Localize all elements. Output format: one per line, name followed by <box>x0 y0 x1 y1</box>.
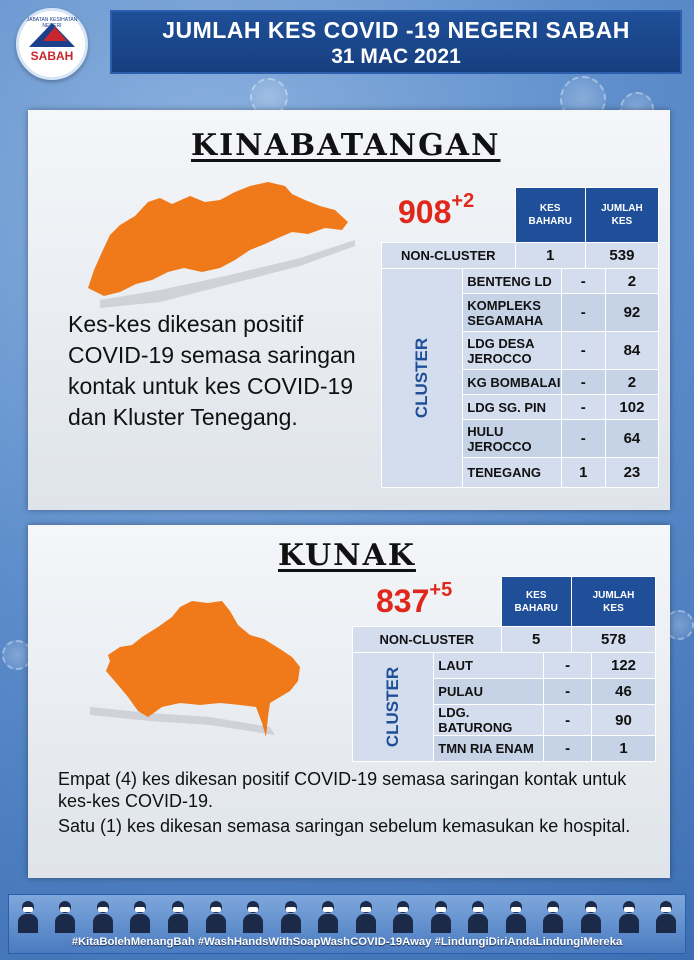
non-cluster-new: 5 <box>501 627 571 653</box>
hashtags: #KitaBolehMenangBah #WashHandsWithSoapWashCOVID-19Away #LindungiDiriAndaLindungiMereka <box>71 936 623 948</box>
cluster-total: 1 <box>592 736 656 762</box>
frontliner-icon <box>279 899 303 933</box>
col-header-total-cases: JUMLAH KES <box>585 188 658 243</box>
cluster-name: KG BOMBALAI <box>463 370 561 395</box>
cluster-new: - <box>561 420 605 458</box>
cluster-total: 102 <box>605 395 658 420</box>
cluster-total: 90 <box>592 705 656 736</box>
new-cases-value: +5 <box>429 579 453 601</box>
kinabatangan-description: Kes-kes dikesan positif COVID-19 semasa saringan kontak untuk kes COVID-19 dan Kluster Tenegang. <box>68 311 356 430</box>
title-banner <box>110 10 682 74</box>
non-cluster-new: 1 <box>515 243 585 269</box>
table-row-non-cluster <box>382 243 659 269</box>
frontliner-icon <box>429 899 453 933</box>
cluster-new: - <box>544 653 592 679</box>
col-header-new-cases: KES BAHARU <box>501 577 571 627</box>
kunak-description-line2: Satu (1) kes dikesan semasa saringan sebelum kemasukan ke hospital. <box>58 816 631 836</box>
cluster-new: - <box>561 269 605 294</box>
region-title-kinabatangan: KINABATANGAN <box>191 128 501 163</box>
frontliner-icon <box>16 899 40 933</box>
frontliner-icon <box>504 899 528 933</box>
frontliner-icon <box>128 899 152 933</box>
cluster-total: 46 <box>592 679 656 705</box>
kinabatangan-cases-table <box>381 187 659 269</box>
frontliner-icon <box>654 899 678 933</box>
non-cluster-label: NON-CLUSTER <box>382 243 516 269</box>
non-cluster-total: 539 <box>585 243 658 269</box>
map-shadow <box>90 707 275 735</box>
frontliner-icon <box>466 899 490 933</box>
frontliner-icon <box>617 899 641 933</box>
cluster-total: 2 <box>605 269 658 294</box>
col-header-total-cases: JUMLAH KES <box>571 577 655 627</box>
total-value: 908 <box>398 194 452 230</box>
col-header-new-cases: KES BAHARU <box>515 188 585 243</box>
cluster-name: PULAU <box>434 679 544 705</box>
logo-text: SABAH <box>30 49 74 63</box>
cluster-total: 122 <box>592 653 656 679</box>
cluster-name: LDG. BATURONG <box>434 705 544 736</box>
frontliner-icon <box>204 899 228 933</box>
frontliner-icon <box>91 899 115 933</box>
cluster-name: LAUT <box>434 653 544 679</box>
frontliner-icon <box>166 899 190 933</box>
cluster-total: 92 <box>605 294 658 332</box>
cluster-new: - <box>561 332 605 370</box>
cluster-new: - <box>544 679 592 705</box>
frontliner-icon <box>53 899 77 933</box>
mountain-peak-icon <box>43 27 67 41</box>
frontliner-icons <box>9 899 685 935</box>
cluster-name: TMN RIA ENAM <box>434 736 544 762</box>
kunak-cluster-table <box>352 652 656 762</box>
frontliner-icon <box>241 899 265 933</box>
footer-banner <box>8 894 686 954</box>
cluster-vertical-label: CLUSTER <box>353 653 434 762</box>
frontliner-icon <box>316 899 340 933</box>
cluster-new: - <box>544 736 592 762</box>
cluster-name: BENTENG LD <box>463 269 561 294</box>
cluster-new: 1 <box>561 458 605 488</box>
frontliner-icon <box>541 899 565 933</box>
region-title-kunak: KUNAK <box>278 538 416 573</box>
cluster-total: 23 <box>605 458 658 488</box>
sabah-health-logo <box>16 8 88 80</box>
cluster-total: 2 <box>605 370 658 395</box>
kinabatangan-cluster-table <box>381 268 659 488</box>
cluster-new: - <box>561 370 605 395</box>
frontliner-icon <box>354 899 378 933</box>
table-row-non-cluster <box>353 627 656 653</box>
cluster-new: - <box>561 294 605 332</box>
total-value: 837 <box>376 583 430 619</box>
cluster-name: HULU JEROCCO <box>463 420 561 458</box>
cluster-name: TENEGANG <box>463 458 561 488</box>
cluster-total: 84 <box>605 332 658 370</box>
non-cluster-total: 578 <box>571 627 655 653</box>
cluster-new: - <box>544 705 592 736</box>
logo-subtext: JABATAN KESIHATAN NEGERI <box>26 17 78 29</box>
cluster-name: LDG DESA JEROCCO <box>463 332 561 370</box>
page-date: 31 MAC 2021 <box>331 45 461 68</box>
cluster-total: 64 <box>605 420 658 458</box>
non-cluster-label: NON-CLUSTER <box>353 627 502 653</box>
cluster-vertical-label: CLUSTER <box>382 269 463 488</box>
frontliner-icon <box>391 899 415 933</box>
frontliner-icon <box>579 899 603 933</box>
table-row <box>353 653 656 679</box>
cluster-new: - <box>561 395 605 420</box>
kunak-cases-table <box>352 576 656 653</box>
kunak-description-line1: Empat (4) kes dikesan positif COVID-19 semasa saringan kontak untuk kes-kes COVID-19. <box>58 769 627 811</box>
cluster-name: LDG SG. PIN <box>463 395 561 420</box>
cluster-name: KOMPLEKS SEGAMAHA <box>463 294 561 332</box>
page-title: JUMLAH KES COVID -19 NEGERI SABAH <box>162 17 630 43</box>
table-row <box>382 269 659 294</box>
kunak-map-icon <box>80 595 310 745</box>
kunak-description <box>58 768 658 837</box>
kinabatangan-map-icon <box>80 180 355 310</box>
new-cases-value: +2 <box>451 190 475 212</box>
